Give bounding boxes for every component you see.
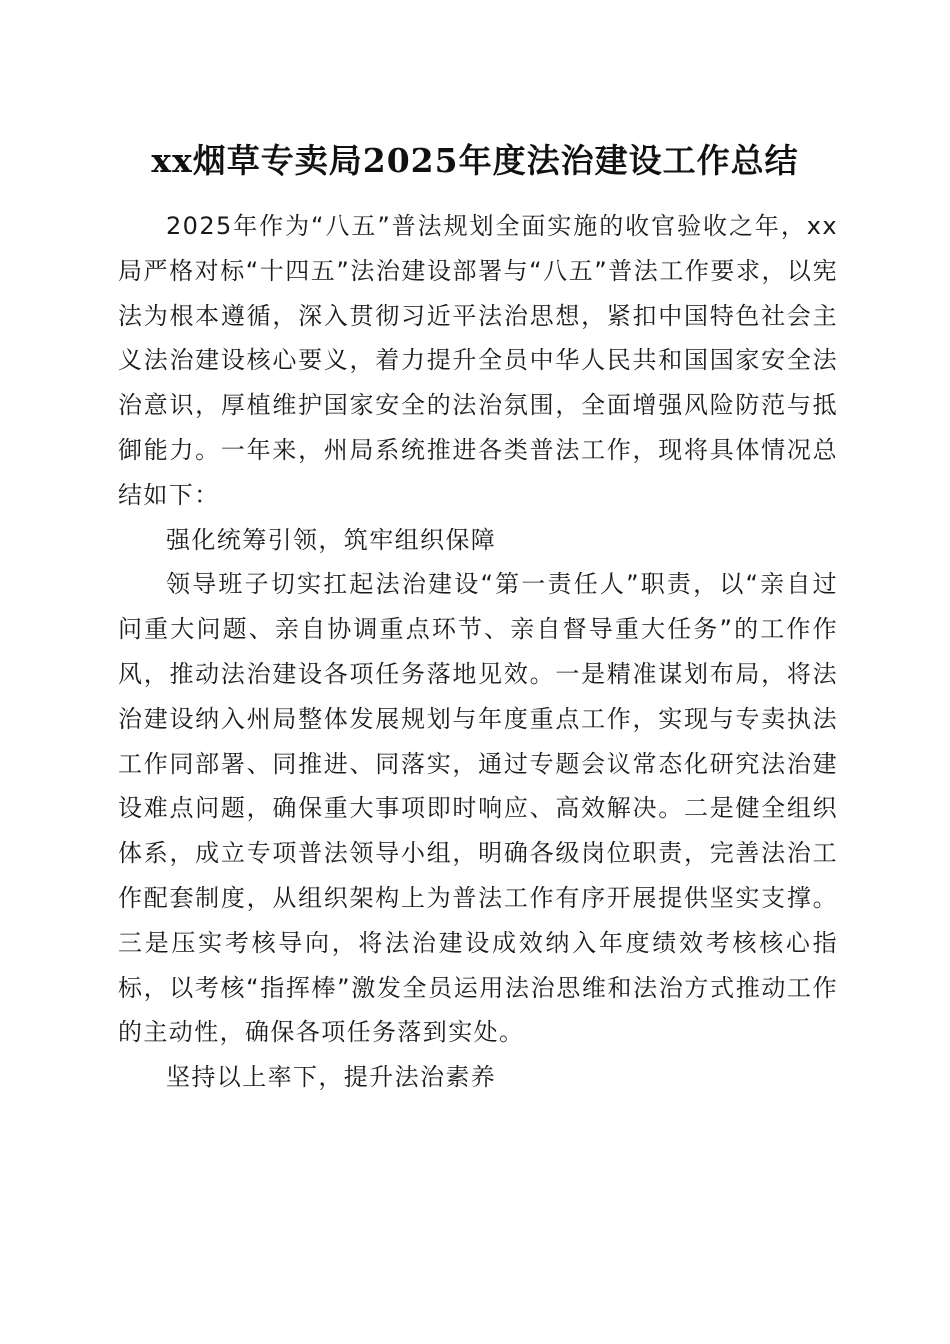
section-heading-organization: 强化统筹引领，筑牢组织保障 <box>166 525 497 554</box>
intro-paragraph: 2025年作为“八五”普法规划全面实施的收官验收之年，xx局严格对标“十四五”法治建设部署与“八五”普法工作要求，以宪法为根本遵循，深入贯彻习近平法治思想，紧扣中国特色社会主义法治建设核心要义，着力提升全员中华人民共和国国家安全法治意识，厚植维护国家安全的法治氛围，全面增强风险防范与抵御能力。一年来，州局系统推进各类普法工作，现将具体情况总结如下： <box>118 212 838 509</box>
section-heading-leadership: 坚持以上率下，提升法治素养 <box>166 1063 497 1092</box>
document-body <box>118 204 838 1100</box>
document-title: xx烟草专卖局2025年度法治建设工作总结 <box>151 141 799 180</box>
section-body-organization: 领导班子切实扛起法治建设“第一责任人”职责，以“亲自过问重大问题、亲自协调重点环节、亲自督导重大任务”的工作作风，推动法治建设各项任务落地见效。一是精准谋划布局，将法治建设纳入州局整体发展规划与年度重点工作，实现与专卖执法工作同部署、同推进、同落实，通过专题会议常态化研究法治建设难点问题，确保重大事项即时响应、高效解决。二是健全组织体系，成立专项普法领导小组，明确各级岗位职责，完善法治工作配套制度，从组织架构上为普法工作有序开展提供坚实支撑。三是压实考核导向，将法治建设成效纳入年度绩效考核核心指标，以考核“指挥棒”激发全员运用法治思维和法治方式推动工作的主动性，确保各项任务落到实处。 <box>118 570 838 1047</box>
